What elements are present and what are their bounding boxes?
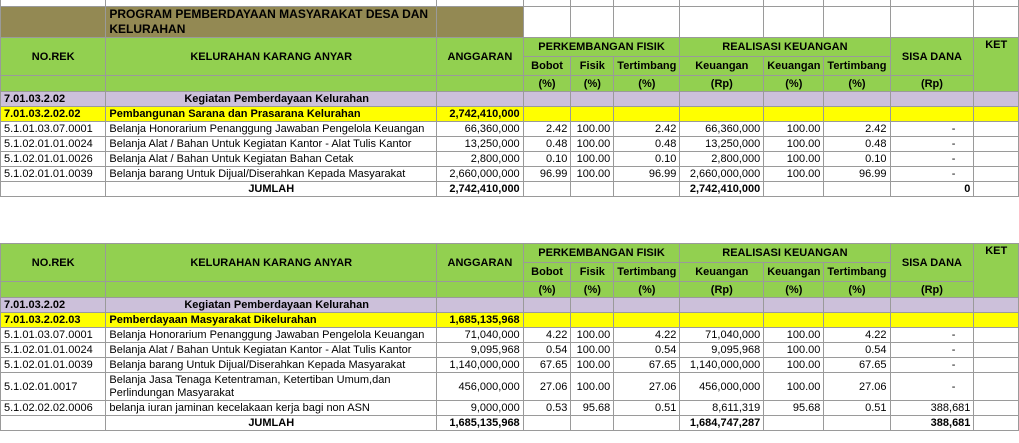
rek-cell: 5.1.02.01.01.0024 <box>1 343 106 358</box>
keuangan-pct-cell: 100.00 <box>764 152 824 167</box>
header-sisa-dana: SISA DANA <box>890 38 974 76</box>
bobot-cell: 0.53 <box>523 401 571 416</box>
uraian-cell: Belanja barang Untuk Dijual/Diserahkan Kepada Masyarakat <box>106 167 437 182</box>
sisa-cell: - <box>890 328 974 343</box>
header-kelurahan-2: KELURAHAN KARANG ANYAR <box>106 244 437 282</box>
rek-cell: 5.1.01.03.07.0001 <box>1 122 106 137</box>
bobot-cell: 2.42 <box>523 122 571 137</box>
keuangan-pct-cell: 95.68 <box>764 401 824 416</box>
tertimbang-2-cell: 2.42 <box>824 122 890 137</box>
keuangan-pct-cell: 100.00 <box>764 122 824 137</box>
bobot-cell: 96.99 <box>523 167 571 182</box>
rek-cell: 5.1.02.01.01.0039 <box>1 358 106 373</box>
uraian-cell: Belanja Honorarium Penanggung Jawaban Pengelola Keuangan <box>106 328 437 343</box>
keuangan-pct-cell: 100.00 <box>764 343 824 358</box>
sub-kegiatan-row: 7.01.03.2.02.02 Pembangunan Sarana dan Prasarana Kelurahan 2,742,410,000 <box>1 107 1019 122</box>
program-title: PROGRAM PEMBERDAYAAN MASYARAKAT DESA DAN KELURAHAN <box>106 7 437 38</box>
anggaran-cell: 456,000,000 <box>437 373 524 401</box>
jumlah-row-2: JUMLAH 1,685,135,968 1,684,747,287 388,681 <box>1 416 1019 431</box>
ket-cell <box>974 343 1019 358</box>
tertimbang-2-cell: 96.99 <box>824 167 890 182</box>
header-tertimbang-2: Tertimbang <box>824 57 890 76</box>
anggaran-cell: 66,360,000 <box>437 122 524 137</box>
header-perkembangan-fisik-2: PERKEMBANGAN FISIK <box>523 244 680 263</box>
table-section-2: NO.REK KELURAHAN KARANG ANYAR ANGGARAN PERKEMBANGAN FISIK REALISASI KEUANGAN SISA DANA KET Bobot Fisik Tertimbang Keuangan Keuangan Tertimbang (%) (%) (%) (Rp) (%) (%) (Rp) 7.01.03.2.02 Kegiatan Pemberdayaan Kelurahan 7.01.03.2.02.03 Pemberdayaan Masyarakat Dikelurahan 1,685,135,968 5.1.01.03.07.0001 Belanja Honorarium Penanggung Jawaban Pengelola Keuangan 71,040,000 4.22 100.00 4.22 71,040,000 100.00 4.22 - 5.1.02.01.01.0024 Belanja Alat / Bahan Untuk Kegiatan Kantor - Alat Tulis Kantor 9,095,968 0.54 100.00 0.54 9,095,968 100.00 0.54 - 5.1.02.01.01.0039 Belanja barang Untuk Dijual/Diserahkan Kepada Masyarakat 1,140,000,000 67.65 100.00 67.65 1,140,000,000 100.00 67.65 - 5.1.02.01.0017 Belanja Jasa Tenaga Ketentraman, Ketertiban Umum,dan Perlindungan Masyarakat 456,000,000 27.06 100.00 27.06 456,000,000 100.00 27.06 - 5.1.02.02.02.0006 belanja iuran jaminan kecelakaan kerja bagi non ASN 9,000,000 0.53 95.68 0.51 8,611,319 95.68 0.51 388,681 JUMLAH 1,685,135,968 1,684,747,287 388,681 <box>0 243 1019 431</box>
ket-cell <box>974 152 1019 167</box>
ket-cell <box>974 328 1019 343</box>
table-row <box>1 122 1019 137</box>
keuangan-cell: 1,140,000,000 <box>680 358 764 373</box>
keuangan-cell: 8,611,319 <box>680 401 764 416</box>
sisa-cell: - <box>890 373 974 401</box>
tertimbang-cell: 0.48 <box>614 137 680 152</box>
keuangan-pct-cell: 100.00 <box>764 358 824 373</box>
uraian-cell: Belanja Honorarium Penanggung Jawaban Pengelola Keuangan <box>106 122 437 137</box>
bobot-cell: 0.48 <box>523 137 571 152</box>
keuangan-cell: 456,000,000 <box>680 373 764 401</box>
rek-cell: 5.1.02.02.02.0006 <box>1 401 106 416</box>
keuangan-cell: 9,095,968 <box>680 343 764 358</box>
uraian-cell: Belanja Alat / Bahan Untuk Kegiatan Bahan Cetak <box>106 152 437 167</box>
header-sisa-dana-2: SISA DANA <box>890 244 974 282</box>
anggaran-cell: 9,000,000 <box>437 401 524 416</box>
tertimbang-cell: 67.65 <box>614 358 680 373</box>
tertimbang-cell: 4.22 <box>614 328 680 343</box>
bobot-cell: 67.65 <box>523 358 571 373</box>
header-bobot: Bobot <box>523 57 571 76</box>
sub-kegiatan-row-2: 7.01.03.2.02.03 Pemberdayaan Masyarakat Dikelurahan 1,685,135,968 <box>1 313 1019 328</box>
keuangan-cell: 13,250,000 <box>680 137 764 152</box>
header-realisasi-keuangan-2: REALISASI KEUANGAN <box>680 244 890 263</box>
bobot-cell: 0.10 <box>523 152 571 167</box>
anggaran-cell: 1,140,000,000 <box>437 358 524 373</box>
header-kelurahan: KELURAHAN KARANG ANYAR <box>106 38 437 76</box>
kegiatan-row: 7.01.03.2.02 Kegiatan Pemberdayaan Kelurahan <box>1 92 1019 107</box>
tertimbang-cell: 0.54 <box>614 343 680 358</box>
header-anggaran-2: ANGGARAN <box>437 244 524 282</box>
fisik-cell: 100.00 <box>571 167 614 182</box>
uraian-cell: Belanja Alat / Bahan Untuk Kegiatan Kantor - Alat Tulis Kantor <box>106 137 437 152</box>
ket-cell <box>974 373 1019 401</box>
rek-cell: 5.1.02.01.0017 <box>1 373 106 401</box>
tertimbang-2-cell: 0.10 <box>824 152 890 167</box>
sisa-cell: 388,681 <box>890 401 974 416</box>
fisik-cell: 100.00 <box>571 328 614 343</box>
table-row <box>1 152 1019 167</box>
fisik-cell: 100.00 <box>571 152 614 167</box>
ket-cell <box>974 122 1019 137</box>
fisik-cell: 95.68 <box>571 401 614 416</box>
sisa-cell: - <box>890 358 974 373</box>
tertimbang-2-cell: 0.48 <box>824 137 890 152</box>
fisik-cell: 100.00 <box>571 373 614 401</box>
tertimbang-2-cell: 4.22 <box>824 328 890 343</box>
ket-cell <box>974 401 1019 416</box>
header-perkembangan-fisik: PERKEMBANGAN FISIK <box>523 38 680 57</box>
tertimbang-cell: 2.42 <box>614 122 680 137</box>
rek-cell: 5.1.02.01.01.0039 <box>1 167 106 182</box>
ket-cell <box>974 167 1019 182</box>
anggaran-cell: 2,800,000 <box>437 152 524 167</box>
table-row <box>1 328 1019 343</box>
tertimbang-cell: 96.99 <box>614 167 680 182</box>
sisa-cell: - <box>890 167 974 182</box>
rek-cell: 5.1.01.03.07.0001 <box>1 328 106 343</box>
sisa-cell: - <box>890 343 974 358</box>
keuangan-pct-cell: 100.00 <box>764 328 824 343</box>
ket-cell <box>974 137 1019 152</box>
fisik-cell: 100.00 <box>571 343 614 358</box>
kegiatan-row-2: 7.01.03.2.02 Kegiatan Pemberdayaan Kelurahan <box>1 298 1019 313</box>
header-tertimbang: Tertimbang <box>614 57 680 76</box>
keuangan-cell: 71,040,000 <box>680 328 764 343</box>
uraian-cell: Belanja Jasa Tenaga Ketentraman, Ketertiban Umum,dan Perlindungan Masyarakat <box>106 373 437 401</box>
fisik-cell: 100.00 <box>571 358 614 373</box>
tertimbang-cell: 0.10 <box>614 152 680 167</box>
keuangan-cell: 2,660,000,000 <box>680 167 764 182</box>
tertimbang-2-cell: 0.54 <box>824 343 890 358</box>
header-ket: KET <box>974 38 1019 92</box>
anggaran-cell: 9,095,968 <box>437 343 524 358</box>
keuangan-pct-cell: 100.00 <box>764 137 824 152</box>
table-section-1: PROGRAM PEMBERDAYAAN MASYARAKAT DESA DAN KELURAHAN NO.REK KELURAHAN KARANG ANYAR ANGGARAN PERKEMBANGAN FISIK REALISASI KEUANGAN SISA DANA KET Bobot Fisik Tertimbang Keuangan Keuangan Tertimbang (%) (%) (%) (Rp) (%) (%) (Rp) 7.01.03.2.02 Kegiatan Pemberdayaan Kelurahan 7.01.03.2.02.02 Pembangunan Sarana dan Prasarana Kelurahan 2,742,410,000 5.1.01.03.07.0001 Belanja Honorarium Penanggung Jawaban Pengelola Keuangan 66,360,000 2.42 100.00 2.42 66,360,000 100.00 2.42 - 5.1.02.01.01.0024 Belanja Alat / Bahan Untuk Kegiatan Kantor - Alat Tulis Kantor 13,250,000 0.48 100.00 0.48 13,250,000 100.00 0.48 - 5.1.02.01.01.0026 Belanja Alat / Bahan Untuk Kegiatan Bahan Cetak 2,800,000 0.10 100.00 0.10 2,800,000 100.00 0.10 - 5.1.02.01.01.0039 Belanja barang Untuk Dijual/Diserahkan Kepada Masyarakat 2,660,000,000 96.99 100.00 96.99 2,660,000,000 100.00 96.99 - JUMLAH 2,742,410,000 2,742,410,000 0 <box>0 0 1019 197</box>
anggaran-cell: 13,250,000 <box>437 137 524 152</box>
table-row <box>1 343 1019 358</box>
jumlah-row: JUMLAH 2,742,410,000 2,742,410,000 0 <box>1 182 1019 197</box>
header-fisik: Fisik <box>571 57 614 76</box>
table-row <box>1 373 1019 401</box>
header-anggaran: ANGGARAN <box>437 38 524 76</box>
header-no-rek-2: NO.REK <box>1 244 106 282</box>
tertimbang-2-cell: 27.06 <box>824 373 890 401</box>
table-row <box>1 167 1019 182</box>
fisik-cell: 100.00 <box>571 137 614 152</box>
keuangan-cell: 66,360,000 <box>680 122 764 137</box>
bobot-cell: 27.06 <box>523 373 571 401</box>
header-keuangan: Keuangan <box>680 57 764 76</box>
uraian-cell: Belanja barang Untuk Dijual/Diserahkan Kepada Masyarakat <box>106 358 437 373</box>
rek-cell: 5.1.02.01.01.0026 <box>1 152 106 167</box>
table-row <box>1 401 1019 416</box>
tertimbang-cell: 0.51 <box>614 401 680 416</box>
bobot-cell: 0.54 <box>523 343 571 358</box>
header-ket-2: KET <box>974 244 1019 298</box>
keuangan-pct-cell: 100.00 <box>764 373 824 401</box>
rek-cell: 5.1.02.01.01.0024 <box>1 137 106 152</box>
sisa-cell: - <box>890 152 974 167</box>
uraian-cell: Belanja Alat / Bahan Untuk Kegiatan Kantor - Alat Tulis Kantor <box>106 343 437 358</box>
uraian-cell: belanja iuran jaminan kecelakaan kerja bagi non ASN <box>106 401 437 416</box>
header-no-rek: NO.REK <box>1 38 106 76</box>
ket-cell <box>974 358 1019 373</box>
anggaran-cell: 2,660,000,000 <box>437 167 524 182</box>
keuangan-pct-cell: 100.00 <box>764 167 824 182</box>
table-row <box>1 358 1019 373</box>
anggaran-cell: 71,040,000 <box>437 328 524 343</box>
tertimbang-2-cell: 67.65 <box>824 358 890 373</box>
bobot-cell: 4.22 <box>523 328 571 343</box>
tertimbang-cell: 27.06 <box>614 373 680 401</box>
sisa-cell: - <box>890 137 974 152</box>
header-keuangan-pct: Keuangan <box>764 57 824 76</box>
sisa-cell: - <box>890 122 974 137</box>
header-realisasi-keuangan: REALISASI KEUANGAN <box>680 38 890 57</box>
fisik-cell: 100.00 <box>571 122 614 137</box>
tertimbang-2-cell: 0.51 <box>824 401 890 416</box>
keuangan-cell: 2,800,000 <box>680 152 764 167</box>
table-row <box>1 137 1019 152</box>
